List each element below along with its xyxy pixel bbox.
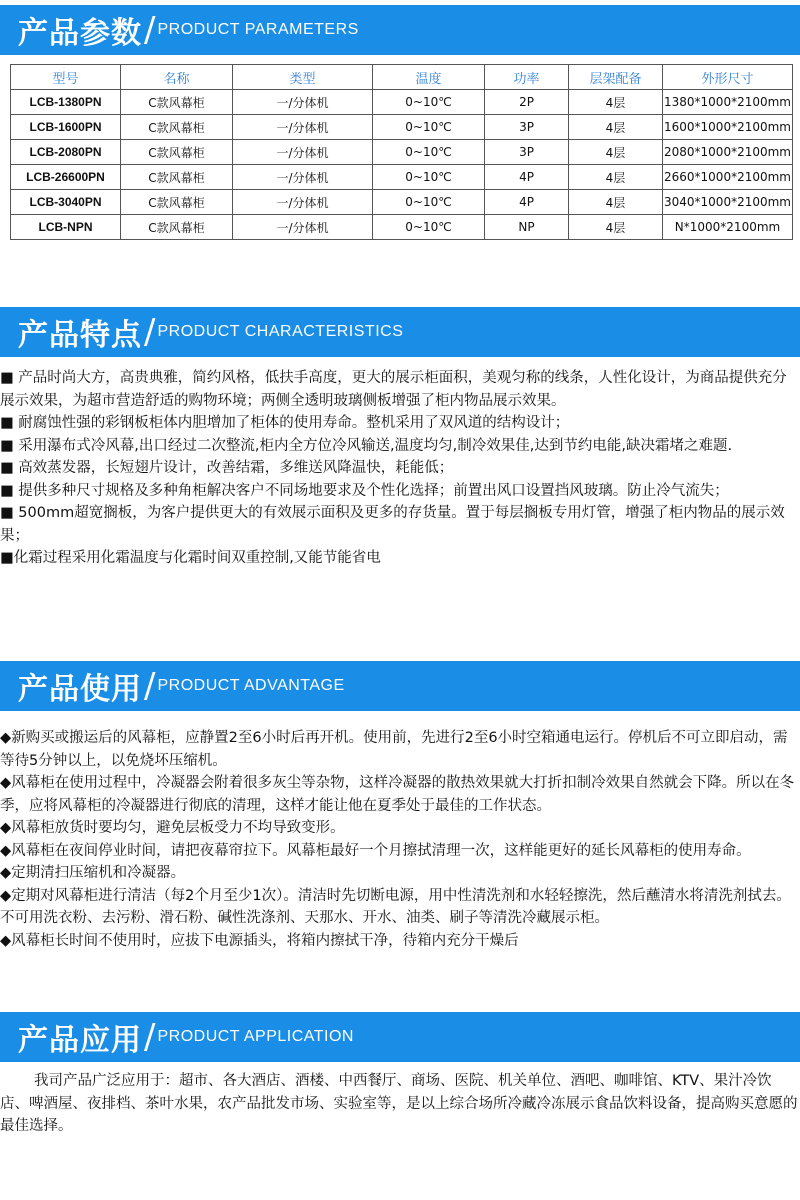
name-cell: C款风幕柜 <box>121 190 233 215</box>
application-text: 我司产品广泛应用于：超市、各大酒店、酒楼、中西餐厅、商场、医院、机关单位、酒吧、咖啡馆、KTV、果汁冷饮店、啤酒屋、夜排档、茶叶水果，农产品批发市场、实验室等，是以上综合场所冷藏冷冻展示食品饮料设备，提高购买意愿的最佳选择。 <box>0 1073 798 1134</box>
model-cell: LCB-26600PN <box>11 165 121 190</box>
power-cell: 4P <box>485 165 569 190</box>
advantage-item: ◆风幕柜放货时要均匀，避免层板受力不均导致变形。 <box>0 820 345 836</box>
section-title-cn: 产品应用 <box>18 1023 142 1058</box>
advantage-item: ◆风幕柜在使用过程中，冷凝器会附着很多灰尘等杂物，这样冷凝器的散热效果就大打折扣制冷效果自然就会下降。所以在冬季，应将风幕柜的冷凝器进行彻底的清理，这样才能让他在夏季处于最佳的工作状态。 <box>0 775 795 814</box>
table-row <box>11 140 793 165</box>
dimensions-cell: 2080*1000*2100mm <box>663 140 793 165</box>
section-header-parameters <box>0 5 800 55</box>
shelves-cell: 4层 <box>569 115 663 140</box>
advantage-item: ◆定期清扫压缩机和冷凝器。 <box>0 865 186 881</box>
column-header: 名称 <box>121 65 233 90</box>
temperature-cell: 0~10℃ <box>373 165 485 190</box>
table-row <box>11 165 793 190</box>
shelves-cell: 4层 <box>569 90 663 115</box>
type-cell: 一/分体机 <box>233 215 373 240</box>
characteristic-item: ■ 高效蒸发器，长短翅片设计，改善结霜，多维送风降温快，耗能低； <box>0 460 454 476</box>
section-title-slash: / <box>144 1017 156 1057</box>
section-title-slash: / <box>144 312 156 352</box>
dimensions-cell: 1600*1000*2100mm <box>663 115 793 140</box>
column-header: 类型 <box>233 65 373 90</box>
power-cell: 3P <box>485 140 569 165</box>
characteristic-item: ■ 产品时尚大方，高贵典雅，简约风格，低扶手高度，更大的展示柜面积，美观匀称的线条，人性化设计，为商品提供充分展示效果，为超市营造舒适的购物环境；两侧全透明玻璃侧板增强了柜内物品展示效果。 <box>0 370 787 409</box>
power-cell: 3P <box>485 115 569 140</box>
section-title-cn: 产品参数 <box>18 16 142 51</box>
column-header: 功率 <box>485 65 569 90</box>
name-cell: C款风幕柜 <box>121 90 233 115</box>
temperature-cell: 0~10℃ <box>373 140 485 165</box>
shelves-cell: 4层 <box>569 215 663 240</box>
section-title-slash: / <box>144 666 156 706</box>
section-header-advantage <box>0 661 800 711</box>
power-cell: 4P <box>485 190 569 215</box>
dimensions-cell: 3040*1000*2100mm <box>663 190 793 215</box>
shelves-cell: 4层 <box>569 140 663 165</box>
dimensions-cell: 1380*1000*2100mm <box>663 90 793 115</box>
name-cell: C款风幕柜 <box>121 215 233 240</box>
characteristic-item: ■ 提供多种尺寸规格及多种角柜解决客户不同场地要求及个性化选择；前置出风口设置挡风玻璃。防止冷气流失； <box>0 482 729 499</box>
model-cell: LCB-1600PN <box>11 115 121 140</box>
model-cell: LCB-2080PN <box>11 140 121 165</box>
section-title-slash: / <box>144 10 156 50</box>
column-header: 外形尺寸 <box>663 65 793 90</box>
dimensions-cell: 2660*1000*2100mm <box>663 165 793 190</box>
characteristic-item: ■ 采用瀑布式冷风幕,出口经过二次整流,柜内全方位冷风输送,温度均匀,制冷效果佳,达到节约电能,缺决霜堵之难题. <box>0 437 733 454</box>
shelves-cell: 4层 <box>569 165 663 190</box>
column-header: 温度 <box>373 65 485 90</box>
power-cell: NP <box>485 215 569 240</box>
type-cell: 一/分体机 <box>233 140 373 165</box>
characteristic-item: ■ 500mm超宽搁板，为客户提供更大的有效展示面积及更多的存货量。置于每层搁板专用灯管，增强了柜内物品的展示效果； <box>0 505 785 544</box>
model-cell: LCB-3040PN <box>11 190 121 215</box>
table-header-row <box>11 65 793 90</box>
table-row <box>11 115 793 140</box>
section-title-en: PRODUCT APPLICATION <box>157 1028 354 1045</box>
section-title-cn: 产品使用 <box>18 672 142 707</box>
characteristic-item: ■化霜过程采用化霜温度与化霜时间双重控制,又能节能省电 <box>0 550 381 566</box>
advantage-list <box>0 727 800 952</box>
table-row <box>11 90 793 115</box>
column-header: 型号 <box>11 65 121 90</box>
table-row <box>11 215 793 240</box>
section-header-application <box>0 1012 800 1062</box>
section-title-en: PRODUCT PARAMETERS <box>157 21 359 38</box>
advantage-item: ◆风幕柜在夜间停业时间，请把夜幕帘拉下。风幕柜最好一个月擦拭清理一次，这样能更好的延长风幕柜的使用寿命。 <box>0 842 751 859</box>
model-cell: LCB-1380PN <box>11 90 121 115</box>
temperature-cell: 0~10℃ <box>373 90 485 115</box>
characteristics-list <box>0 367 800 570</box>
temperature-cell: 0~10℃ <box>373 115 485 140</box>
shelves-cell: 4层 <box>569 190 663 215</box>
name-cell: C款风幕柜 <box>121 140 233 165</box>
name-cell: C款风幕柜 <box>121 165 233 190</box>
temperature-cell: 0~10℃ <box>373 190 485 215</box>
section-title-en: PRODUCT CHARACTERISTICS <box>157 323 404 340</box>
type-cell: 一/分体机 <box>233 115 373 140</box>
temperature-cell: 0~10℃ <box>373 215 485 240</box>
type-cell: 一/分体机 <box>233 165 373 190</box>
characteristic-item: ■ 耐腐蚀性强的彩钢板柜体内胆增加了柜体的使用寿命。整机采用了双风道的结构设计； <box>0 415 570 431</box>
name-cell: C款风幕柜 <box>121 115 233 140</box>
section-title-cn: 产品特点 <box>18 318 142 353</box>
column-header: 层架配备 <box>569 65 663 90</box>
advantage-item: ◆风幕柜长时间不使用时，应拔下电源插头，将箱内擦拭干净，待箱内充分干燥后 <box>0 932 519 949</box>
type-cell: 一/分体机 <box>233 90 373 115</box>
table-row <box>11 190 793 215</box>
advantage-item: ◆新购买或搬运后的风幕柜，应静置2至6小时后再开机。使用前，先进行2至6小时空箱通电运行。停机后不可立即启动，需等待5分钟以上，以免烧坏压缩机。 <box>0 730 788 769</box>
model-cell: LCB-NPN <box>11 215 121 240</box>
section-title-en: PRODUCT ADVANTAGE <box>157 677 345 694</box>
power-cell: 2P <box>485 90 569 115</box>
advantage-item: ◆定期对风幕柜进行清洁（每2个月至少1次）。清洁时先切断电源，用中性清洗剂和水轻轻擦洗，然后蘸清水将清洗剂拭去。不可用洗衣粉、去污粉、滑石粉、碱性洗涤剂、天那水、开水、油类、刷子等清洗冷藏展示柜。 <box>0 887 791 926</box>
dimensions-cell: N*1000*2100mm <box>663 215 793 240</box>
parameters-table <box>10 64 793 240</box>
type-cell: 一/分体机 <box>233 190 373 215</box>
section-header-characteristics <box>0 307 800 357</box>
